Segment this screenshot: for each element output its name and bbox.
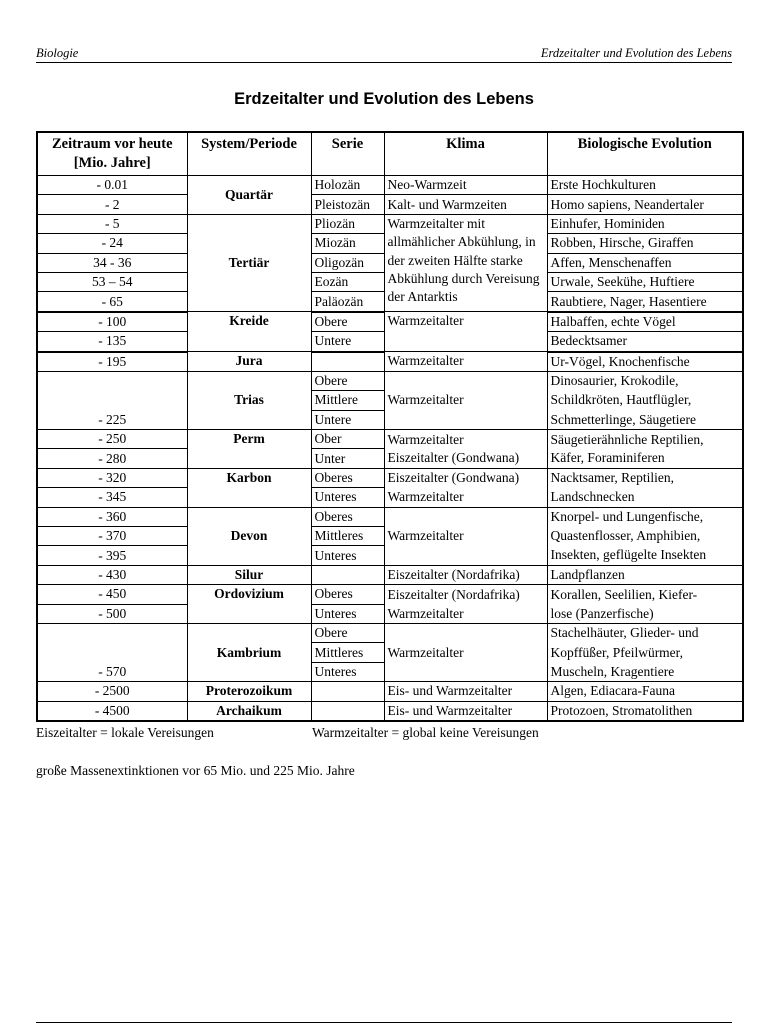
evolution-cell: Säugetierähnliche Reptilien,	[547, 430, 743, 449]
column-header-evolution: Biologische Evolution	[547, 132, 743, 176]
table-row	[37, 623, 743, 642]
periode-cell: Perm	[187, 430, 311, 469]
evolution-cell: Landschnecken	[547, 488, 743, 507]
table-header-row	[37, 132, 743, 176]
serie-cell: Unteres	[311, 488, 384, 507]
column-header-klima: Klima	[384, 132, 547, 176]
serie-cell: Unter	[311, 449, 384, 468]
serie-cell: Pliozän	[311, 214, 384, 233]
column-header-zeitraum: Zeitraum vor heute [Mio. Jahre]	[37, 132, 187, 176]
serie-cell: Untere	[311, 332, 384, 352]
table-row	[37, 312, 743, 332]
evolution-cell: Algen, Ediacara-Fauna	[547, 682, 743, 701]
periode-cell: Tertiär	[187, 214, 311, 311]
table-row	[37, 488, 743, 507]
note-massenextinktionen: große Massenextinktionen vor 65 Mio. und 225 Mio. Jahre	[36, 763, 355, 778]
serie-cell: Paläozän	[311, 292, 384, 312]
serie-cell: Untere	[311, 410, 384, 429]
serie-cell: Unteres	[311, 662, 384, 681]
periode-cell: Trias	[187, 371, 311, 429]
periode-cell: Kambrium	[187, 623, 311, 681]
serie-cell	[311, 565, 384, 584]
table-row	[37, 430, 743, 449]
klima-cell: Warmzeitalter	[384, 604, 547, 623]
evolution-cell: Raubtiere, Nager, Hasentiere	[547, 292, 743, 312]
table-row	[37, 585, 743, 604]
serie-cell: Oligozän	[311, 253, 384, 272]
klima-cell: Warmzeitalter	[384, 507, 547, 565]
evolution-cell: Robben, Hirsche, Giraffen	[547, 234, 743, 253]
evolution-cell: Ur-Vögel, Knochenfische	[547, 352, 743, 372]
klima-cell: Warmzeitalter	[384, 623, 547, 681]
zeitraum-cell: - 500	[37, 604, 187, 623]
periode-cell: Silur	[187, 565, 311, 584]
serie-cell: Obere	[311, 371, 384, 390]
note-warmzeitalter: Warmzeitalter = global keine Vereisungen	[312, 725, 539, 740]
periode-cell: Archaikum	[187, 701, 311, 721]
serie-cell: Eozän	[311, 272, 384, 291]
zeitraum-cell: - 570	[37, 623, 187, 681]
klima-cell: Warmzeitalter	[384, 312, 547, 352]
klima-cell: Eis- und Warmzeitalter	[384, 701, 547, 721]
klima-cell: Warmzeitalter	[384, 488, 547, 507]
geologic-timescale-table	[36, 131, 744, 722]
klima-cell: Eiszeitalter (Nordafrika)	[384, 585, 547, 604]
evolution-cell: Quastenflosser, Amphibien,	[547, 527, 743, 546]
serie-cell: Holozän	[311, 176, 384, 195]
klima-cell: Warmzeitalter mit allmählicher Abkühlung, in der zweiten Hälfte starke Abkühlung durch Vereisung der Antarktis	[384, 214, 547, 311]
serie-cell: Oberes	[311, 468, 384, 487]
zeitraum-cell: - 450	[37, 585, 187, 604]
evolution-cell: Dinosaurier, Krokodile,	[547, 371, 743, 390]
klima-cell: Warmzeitalter	[384, 430, 547, 449]
evolution-cell: Bedecktsamer	[547, 332, 743, 352]
table-row	[37, 176, 743, 195]
zeitraum-cell: - 2	[37, 195, 187, 214]
zeitraum-cell: 53 – 54	[37, 272, 187, 291]
zeitraum-cell: - 65	[37, 292, 187, 312]
table-row	[37, 371, 743, 390]
serie-cell: Mittlere	[311, 391, 384, 410]
table-row	[37, 352, 743, 372]
serie-cell: Pleistozän	[311, 195, 384, 214]
evolution-cell: Halbaffen, echte Vögel	[547, 312, 743, 332]
table-row	[37, 604, 743, 623]
periode-cell: Ordovizium	[187, 585, 311, 624]
evolution-cell: lose (Panzerfische)	[547, 604, 743, 623]
table-row	[37, 468, 743, 487]
zeitraum-cell: - 395	[37, 546, 187, 565]
evolution-cell: Stachelhäuter, Glieder- und	[547, 623, 743, 642]
serie-cell: Oberes	[311, 507, 384, 526]
evolution-cell: Korallen, Seelilien, Kiefer-	[547, 585, 743, 604]
table-row	[37, 682, 743, 701]
header-topic: Erdzeitalter und Evolution des Lebens	[540, 46, 732, 60]
table-row	[37, 449, 743, 468]
column-header-system: System/Periode	[187, 132, 311, 176]
zeitraum-cell: - 5	[37, 214, 187, 233]
zeitraum-cell: - 250	[37, 430, 187, 449]
serie-cell: Unteres	[311, 546, 384, 565]
evolution-cell: Schildkröten, Hautflügler,	[547, 391, 743, 410]
page-title: Erdzeitalter und Evolution des Lebens	[234, 90, 534, 108]
klima-cell: Eiszeitalter (Gondwana)	[384, 468, 547, 487]
zeitraum-cell: - 280	[37, 449, 187, 468]
periode-cell: Proterozoikum	[187, 682, 311, 701]
evolution-cell: Käfer, Foraminiferen	[547, 449, 743, 468]
evolution-cell: Nacktsamer, Reptilien,	[547, 468, 743, 487]
serie-cell	[311, 701, 384, 721]
evolution-cell: Urwale, Seekühe, Huftiere	[547, 272, 743, 291]
serie-cell: Obere	[311, 312, 384, 332]
evolution-cell: Schmetterlinge, Säugetiere	[547, 410, 743, 429]
table-row	[37, 214, 743, 233]
header-subject: Biologie	[36, 46, 79, 60]
klima-cell: Eiszeitalter (Gondwana)	[384, 449, 547, 468]
zeitraum-cell: - 4500	[37, 701, 187, 721]
zeitraum-cell: - 2500	[37, 682, 187, 701]
serie-cell	[311, 682, 384, 701]
evolution-cell: Homo sapiens, Neandertaler	[547, 195, 743, 214]
periode-cell: Devon	[187, 507, 311, 565]
table-row	[37, 565, 743, 584]
zeitraum-cell: - 225	[37, 371, 187, 429]
evolution-cell: Muscheln, Kragentiere	[547, 662, 743, 681]
klima-cell: Warmzeitalter	[384, 352, 547, 372]
zeitraum-cell: - 370	[37, 527, 187, 546]
evolution-cell: Erste Hochkulturen	[547, 176, 743, 195]
footer-rule	[36, 1022, 732, 1023]
serie-cell	[311, 352, 384, 372]
serie-cell: Obere	[311, 623, 384, 642]
periode-cell: Kreide	[187, 312, 311, 352]
zeitraum-cell: - 135	[37, 332, 187, 352]
periode-cell: Quartär	[187, 176, 311, 215]
zeitraum-cell: - 24	[37, 234, 187, 253]
klima-cell: Warmzeitalter	[384, 371, 547, 429]
evolution-cell: Knorpel- und Lungenfische,	[547, 507, 743, 526]
zeitraum-cell: - 430	[37, 565, 187, 584]
evolution-cell: Landpflanzen	[547, 565, 743, 584]
serie-cell: Unteres	[311, 604, 384, 623]
evolution-cell: Kopffüßer, Pfeilwürmer,	[547, 643, 743, 662]
evolution-cell: Protozoen, Stromatolithen	[547, 701, 743, 721]
zeitraum-cell: - 100	[37, 312, 187, 332]
serie-cell: Mittleres	[311, 527, 384, 546]
klima-cell: Eis- und Warmzeitalter	[384, 682, 547, 701]
klima-cell: Kalt- und Warmzeiten	[384, 195, 547, 214]
table-row	[37, 507, 743, 526]
klima-cell: Neo-Warmzeit	[384, 176, 547, 195]
serie-cell: Miozän	[311, 234, 384, 253]
zeitraum-cell: - 0.01	[37, 176, 187, 195]
klima-cell: Eiszeitalter (Nordafrika)	[384, 565, 547, 584]
table-row	[37, 195, 743, 214]
serie-cell: Oberes	[311, 585, 384, 604]
zeitraum-cell: - 360	[37, 507, 187, 526]
evolution-cell: Insekten, geflügelte Insekten	[547, 546, 743, 565]
zeitraum-cell: - 195	[37, 352, 187, 372]
serie-cell: Mittleres	[311, 643, 384, 662]
running-header	[36, 46, 732, 63]
periode-cell: Jura	[187, 352, 311, 372]
zeitraum-cell: - 345	[37, 488, 187, 507]
evolution-cell: Affen, Menschenaffen	[547, 253, 743, 272]
serie-cell: Ober	[311, 430, 384, 449]
zeitraum-cell: 34 - 36	[37, 253, 187, 272]
note-eiszeitalter: Eiszeitalter = lokale Vereisungen	[36, 725, 214, 740]
evolution-cell: Einhufer, Hominiden	[547, 214, 743, 233]
periode-cell: Karbon	[187, 468, 311, 507]
zeitraum-cell: - 320	[37, 468, 187, 487]
column-header-serie: Serie	[311, 132, 384, 176]
table-row	[37, 701, 743, 721]
